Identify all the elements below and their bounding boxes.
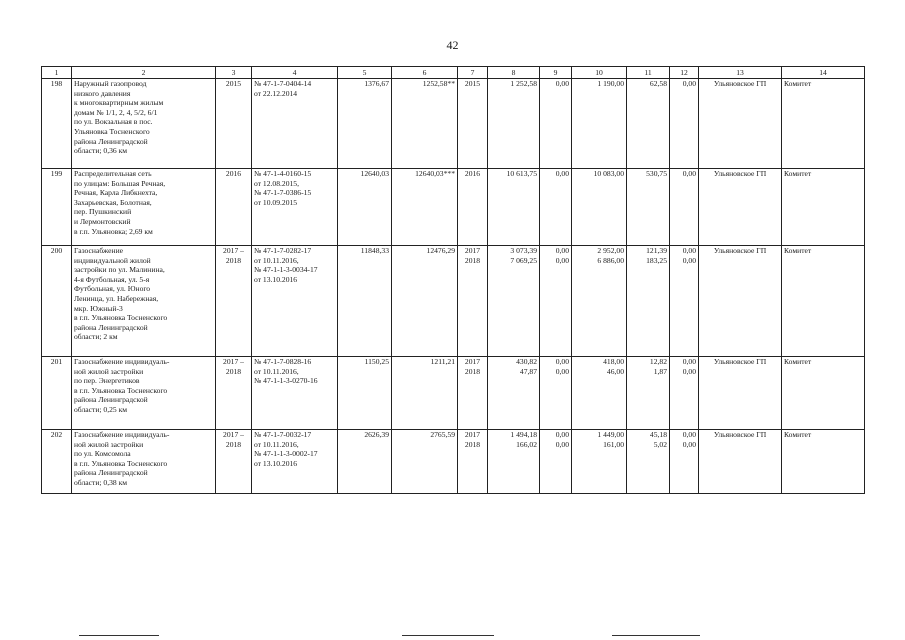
table-row: [42, 79, 865, 169]
header-cell: 7: [458, 67, 488, 79]
cell-line: области; 0,25 км: [74, 404, 128, 414]
cell-line: 45,18: [649, 430, 667, 439]
header-cell: 11: [627, 67, 670, 79]
cell-line: от 13.10.2016: [254, 274, 298, 284]
cell-line: 0,00: [555, 246, 569, 255]
row-number-cell: 198: [42, 79, 72, 169]
col11-cell: [627, 430, 670, 494]
page-number: 42: [446, 38, 459, 52]
col7-year-cell: [458, 430, 488, 494]
cell-line: 2018: [464, 439, 481, 449]
cell-line: 2017 –: [223, 430, 244, 439]
cell-line: ной жилой застройки: [74, 366, 144, 376]
cell-line: 0,00: [682, 255, 696, 265]
col10-cell: [572, 169, 627, 246]
cell-line: ной жилой застройки: [74, 439, 144, 449]
cell-line: 161,00: [603, 439, 624, 449]
cell-line: 46,00: [606, 366, 624, 376]
cell-line: 0,00: [682, 246, 696, 255]
cell-line: 2017 –: [223, 246, 244, 255]
cell-line: № 47-1-4-0160-15: [254, 169, 312, 178]
cell-line: 2018: [464, 255, 481, 265]
cell-line: 0,00: [682, 357, 696, 366]
footer-divider: [402, 635, 494, 636]
cell-line: 2017: [464, 430, 481, 439]
header-cell: 5: [338, 67, 392, 79]
construction-years-cell: [216, 169, 252, 246]
col12-cell: [670, 430, 699, 494]
construction-years-cell: [216, 430, 252, 494]
table-row: [42, 357, 865, 430]
cell-line: в г.п. Ульяновка; 2,69 км: [74, 226, 153, 236]
col6-cell: 12640,03***: [392, 169, 458, 246]
row-number-cell: 200: [42, 246, 72, 357]
cell-line: в г.п. Ульяновка Тосненского: [74, 385, 168, 395]
header-cell: 1: [42, 67, 72, 79]
cell-line: к многоквартирным жилым: [74, 98, 164, 108]
cell-line: по пер. Энергетиков: [74, 376, 140, 386]
object-name-cell: [72, 246, 216, 357]
cell-line: 0,00: [555, 169, 569, 178]
cell-line: № 47-1-7-0386-15: [254, 188, 312, 198]
cell-line: 10 613,75: [506, 169, 537, 178]
cell-line: от 13.10.2016: [254, 458, 298, 468]
cell-line: 430,82: [516, 357, 537, 366]
row-number-cell: 199: [42, 169, 72, 246]
col10-cell: [572, 357, 627, 430]
cell-line: района Ленинградской: [74, 322, 148, 332]
cell-line: по ул. Вокзальная в пос.: [74, 117, 153, 127]
cell-line: № 47-1-7-0828-16: [254, 357, 312, 366]
col7-year-cell: [458, 357, 488, 430]
cell-line: по ул. Комсомола: [74, 449, 131, 459]
cell-line: 2016: [464, 169, 481, 178]
cell-line: 2015: [464, 79, 481, 88]
col8-cell: [488, 79, 540, 169]
cell-line: Распределительная сеть: [74, 169, 152, 178]
settlement-cell: Ульяновское ГП: [699, 430, 782, 494]
cell-line: в г.п. Ульяновка Тосненского: [74, 313, 168, 323]
cell-line: 530,75: [646, 169, 667, 178]
col11-cell: [627, 246, 670, 357]
cell-line: 0,00: [555, 430, 569, 439]
cell-line: 0,00: [555, 357, 569, 366]
cell-line: в г.п. Ульяновка Тосненского: [74, 458, 168, 468]
object-name-cell: [72, 169, 216, 246]
cell-line: Футбольная, ул. Юного: [74, 284, 151, 294]
cell-line: 121,39: [646, 246, 667, 255]
settlement-cell: Ульяновское ГП: [699, 246, 782, 357]
header-cell: 9: [540, 67, 572, 79]
header-cell: 10: [572, 67, 627, 79]
cell-line: 0,00: [682, 366, 696, 376]
cell-line: 2018: [225, 439, 242, 449]
col8-cell: [488, 169, 540, 246]
cell-line: 1 449,00: [597, 430, 624, 439]
customer-cell: Комитет: [782, 357, 865, 430]
cell-line: по улицам: Большая Речная,: [74, 178, 166, 188]
col6-cell: 1211,21: [392, 357, 458, 430]
permit-cell: [252, 430, 338, 494]
col11-cell: [627, 357, 670, 430]
construction-years-cell: [216, 79, 252, 169]
cell-line: № 47-1-7-0032-17: [254, 430, 312, 439]
col12-cell: [670, 246, 699, 357]
col9-cell: [540, 430, 572, 494]
cell-line: 4-я Футбольная, ул. 5-я: [74, 274, 150, 284]
cell-line: от 10.09.2015: [254, 197, 298, 207]
col9-cell: [540, 169, 572, 246]
col11-cell: [627, 79, 670, 169]
cell-line: и Лермонтовский: [74, 216, 131, 226]
cell-line: от 10.11.2016,: [254, 255, 299, 265]
col12-cell: [670, 169, 699, 246]
col7-year-cell: [458, 246, 488, 357]
cell-line: 2017: [464, 246, 481, 255]
permit-cell: [252, 169, 338, 246]
col5-cell: 11848,33: [338, 246, 392, 357]
col9-cell: [540, 79, 572, 169]
cell-line: пер. Пушкинский: [74, 207, 132, 217]
col8-cell: [488, 357, 540, 430]
cell-line: Ульяновка Тосненского: [74, 126, 150, 136]
header-cell: 13: [699, 67, 782, 79]
col5-cell: 2626,39: [338, 430, 392, 494]
col10-cell: [572, 79, 627, 169]
cell-line: от 10.11.2016,: [254, 439, 299, 449]
col11-cell: [627, 169, 670, 246]
cell-line: области; 0,38 км: [74, 477, 128, 487]
cell-line: Газоснабжение индивидуаль-: [74, 357, 170, 366]
cell-line: 10 083,00: [593, 169, 624, 178]
cell-line: Газоснабжение индивидуаль-: [74, 430, 170, 439]
cell-line: № 47-1-7-0282-17: [254, 246, 312, 255]
footer-divider: [79, 635, 159, 636]
permit-cell: [252, 79, 338, 169]
cell-line: района Ленинградской: [74, 136, 148, 146]
cell-line: 2 952,00: [597, 246, 624, 255]
cell-line: 183,25: [646, 255, 667, 265]
col5-cell: 1376,67: [338, 79, 392, 169]
header-cell: 14: [782, 67, 865, 79]
cell-line: 0,00: [555, 79, 569, 88]
object-name-cell: [72, 357, 216, 430]
settlement-cell: Ульяновское ГП: [699, 169, 782, 246]
header-cell: 2: [72, 67, 216, 79]
cell-line: 0,00: [555, 366, 569, 376]
cell-line: 2018: [225, 255, 242, 265]
cell-line: индивидуальной жилой: [74, 255, 151, 265]
header-cell: 12: [670, 67, 699, 79]
col7-year-cell: [458, 79, 488, 169]
table-row: [42, 246, 865, 357]
col5-cell: 1150,25: [338, 357, 392, 430]
object-name-cell: [72, 79, 216, 169]
cell-line: 12,82: [649, 357, 667, 366]
cell-line: 2018: [225, 366, 242, 376]
header-cell: 3: [216, 67, 252, 79]
cell-line: Ленинца, ул. Набережная,: [74, 293, 159, 303]
cell-line: от 10.11.2016,: [254, 366, 299, 376]
col9-cell: [540, 357, 572, 430]
col6-cell: 1252,58**: [392, 79, 458, 169]
cell-line: 2017 –: [223, 357, 244, 366]
customer-cell: Комитет: [782, 169, 865, 246]
construction-years-cell: [216, 357, 252, 430]
table-row: [42, 430, 865, 494]
row-number-cell: 201: [42, 357, 72, 430]
cell-line: № 47-1-1-3-0034-17: [254, 265, 318, 275]
customer-cell: Комитет: [782, 79, 865, 169]
col8-cell: [488, 430, 540, 494]
cell-line: застройки по ул. Малинина,: [74, 265, 165, 275]
cell-line: 1 252,58: [510, 79, 537, 88]
cell-line: Речная, Карла Либкнехта,: [74, 188, 158, 198]
cell-line: № 47-1-7-0404-14: [254, 79, 312, 88]
cell-line: 0,00: [682, 439, 696, 449]
cell-line: области; 0,36 км: [74, 146, 128, 156]
col6-cell: 2765,59: [392, 430, 458, 494]
cell-line: низкого давления: [74, 88, 131, 98]
cell-line: домам № 1/1, 2, 4, 5/2, 6/1: [74, 107, 158, 117]
col9-cell: [540, 246, 572, 357]
customer-cell: Комитет: [782, 430, 865, 494]
cell-line: 3 073,39: [510, 246, 537, 255]
permit-cell: [252, 357, 338, 430]
object-name-cell: [72, 430, 216, 494]
col5-cell: 12640,03: [338, 169, 392, 246]
footer-divider: [612, 635, 700, 636]
cell-line: 1,87: [653, 366, 667, 376]
cell-line: 166,02: [516, 439, 537, 449]
cell-line: 2017: [464, 357, 481, 366]
cell-line: 1 190,00: [597, 79, 624, 88]
col8-cell: [488, 246, 540, 357]
cell-line: 0,00: [682, 430, 696, 439]
cell-line: 5,02: [653, 439, 667, 449]
cell-line: 6 886,00: [597, 255, 624, 265]
cell-line: от 12.08.2015,: [254, 178, 299, 188]
cell-line: Наружный газопровод: [74, 79, 147, 88]
cell-line: района Ленинградской: [74, 468, 148, 478]
cell-line: области; 2 км: [74, 332, 118, 342]
cell-line: 2018: [464, 366, 481, 376]
col12-cell: [670, 357, 699, 430]
cell-line: от 22.12.2014: [254, 88, 298, 98]
cell-line: 0,00: [555, 255, 569, 265]
cell-line: 0,00: [682, 79, 696, 88]
header-row: [42, 67, 865, 79]
cell-line: Газоснабжение: [74, 246, 124, 255]
cell-line: 0,00: [555, 439, 569, 449]
col7-year-cell: [458, 169, 488, 246]
header-cell: 4: [252, 67, 338, 79]
row-number-cell: 202: [42, 430, 72, 494]
cell-line: 2015: [225, 79, 242, 88]
cell-line: района Ленинградской: [74, 395, 148, 405]
cell-line: № 47-1-1-3-0270-16: [254, 376, 318, 386]
cell-line: Захарьевская, Болотная,: [74, 197, 152, 207]
settlement-cell: Ульяновское ГП: [699, 79, 782, 169]
header-cell: 8: [488, 67, 540, 79]
settlement-cell: Ульяновское ГП: [699, 357, 782, 430]
table-row: [42, 169, 865, 246]
cell-line: № 47-1-1-3-0002-17: [254, 449, 318, 459]
cell-line: 2016: [225, 169, 242, 178]
col10-cell: [572, 246, 627, 357]
customer-cell: Комитет: [782, 246, 865, 357]
cell-line: 62,58: [649, 79, 667, 88]
col6-cell: 12476,29: [392, 246, 458, 357]
cell-line: 47,87: [519, 366, 537, 376]
col10-cell: [572, 430, 627, 494]
permit-cell: [252, 246, 338, 357]
construction-years-cell: [216, 246, 252, 357]
cell-line: мкр. Южный-3: [74, 303, 123, 313]
cell-line: 0,00: [682, 169, 696, 178]
cell-line: 1 494,18: [510, 430, 537, 439]
header-cell: 6: [392, 67, 458, 79]
program-table: [41, 66, 865, 494]
col12-cell: [670, 79, 699, 169]
cell-line: 418,00: [603, 357, 624, 366]
cell-line: 7 069,25: [510, 255, 537, 265]
